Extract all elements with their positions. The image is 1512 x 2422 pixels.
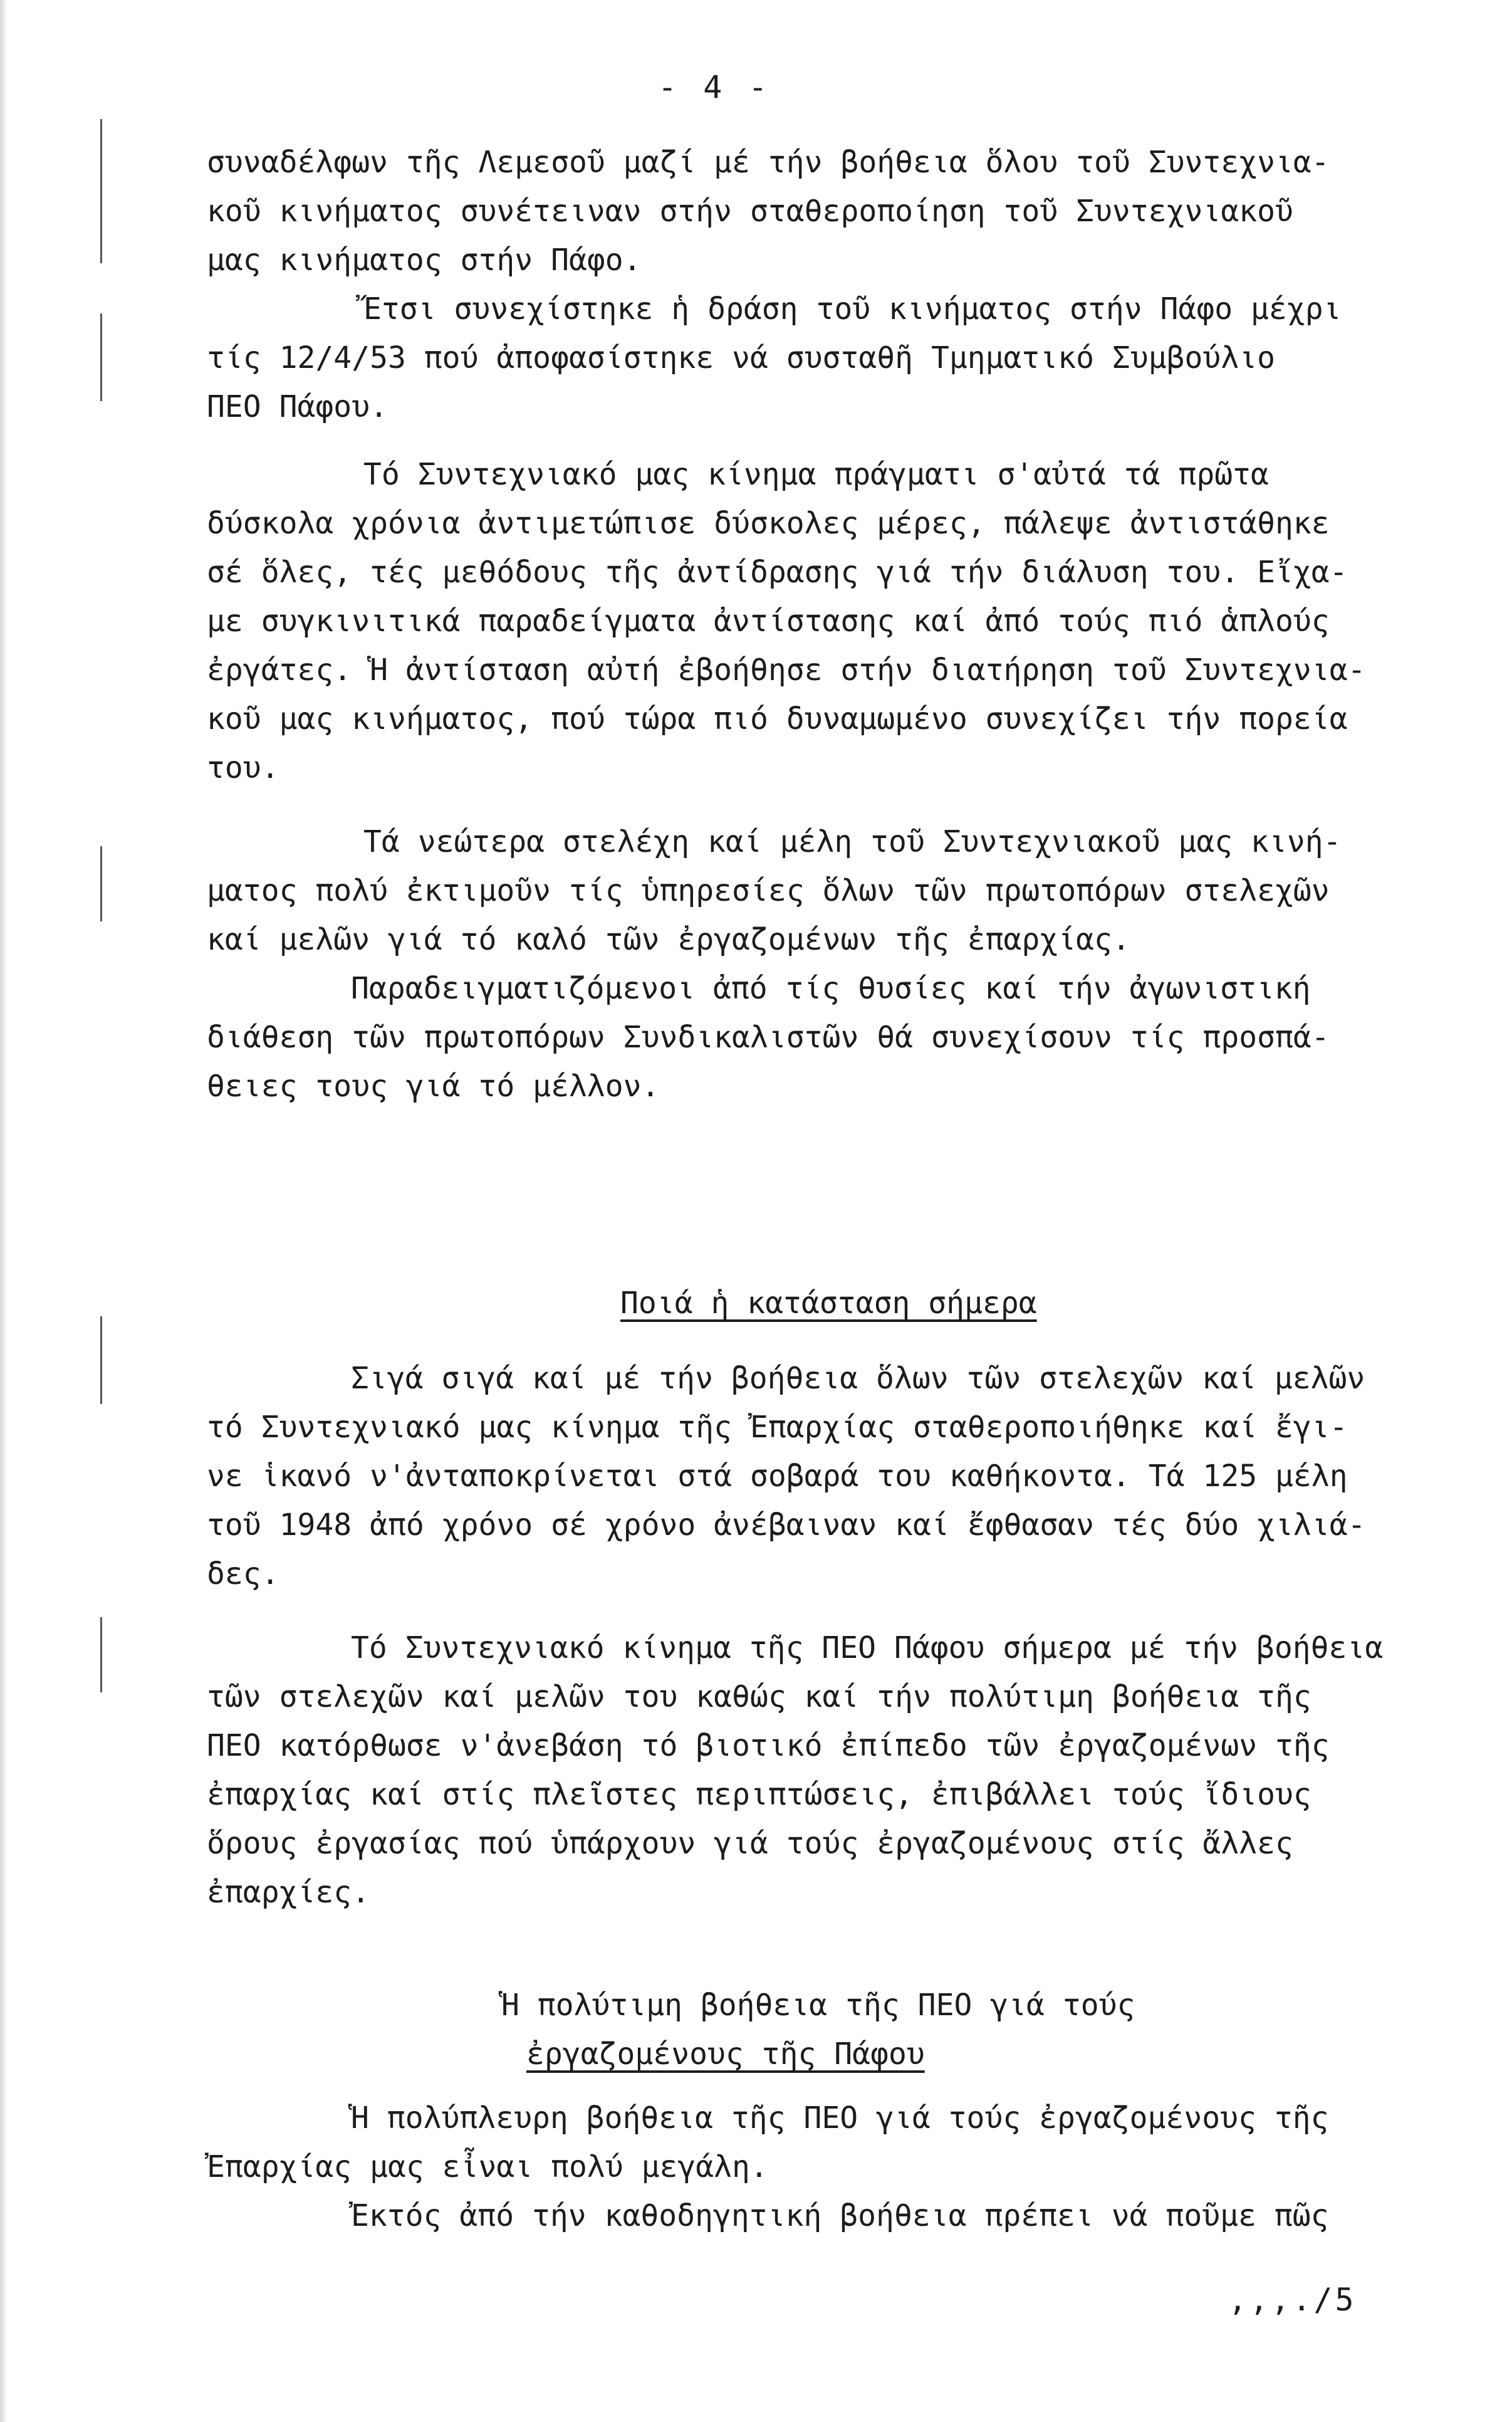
text-line: τοῦ 1948 ἀπό χρόνο σέ χρόνο ἀνέβαιναν καί ἔφθασαν τές δύο χιλιά- (207, 1507, 1366, 1543)
text-line: ΠΕΟ κατόρθωσε ν'ἀνεβάση τό βιοτικό ἐπίπεδο τῶν ἐργαζομένων τῆς (207, 1728, 1330, 1763)
section-heading-2 (501, 1981, 1135, 2079)
text-line: Τά νεώτερα στελέχη καί μέλη τοῦ Συντεχνιακοῦ μας κινή- (363, 824, 1342, 859)
scan-edge (0, 0, 8, 2422)
margin-mark (100, 846, 102, 921)
text-line: Τό Συντεχνιακό κίνημα τῆς ΠΕΟ Πάφου σήμερα μέ τήν βοήθεια (351, 1630, 1384, 1665)
text-line: σέ ὅλες, τές μεθόδους τῆς ἀντίδρασης γιά τήν διάλυση του. Εἴχα- (207, 555, 1348, 590)
text-line: ἐπαρχίες. (207, 1875, 370, 1910)
text-line: Ἐπαρχίας μας εἶναι πολύ μεγάλη. (207, 2149, 768, 2184)
heading-line: ἐργαζομένους τῆς Πάφου (526, 2037, 925, 2072)
text-line: δες. (207, 1556, 279, 1591)
text-line: ἐργάτες. Ἡ ἀντίσταση αὐτή ἐβοήθησε στήν διατήρηση τοῦ Συντεχνια- (207, 653, 1366, 688)
section-heading: Ποιά ἡ κατάσταση σήμερα (620, 1286, 1037, 1321)
paragraph-block-1 (207, 138, 1460, 1111)
text-line: τῶν στελεχῶν καί μελῶν του καθώς καί τήν πολύτιμη βοήθεια τῆς (207, 1679, 1311, 1714)
text-line: συναδέλφων τῆς Λεμεσοῦ μαζί μέ τήν βοήθεια ὅλου τοῦ Συντεχνια- (207, 145, 1330, 180)
text-line: τό Συντεχνιακό μας κίνημα τῆς Ἐπαρχίας σταθεροποιήθηκε καί ἔγι- (207, 1410, 1348, 1445)
text-line: Ἔτσι συνεχίστηκε ἡ δράση τοῦ κινήματος στήν Πάφο μέχρι (363, 291, 1342, 327)
text-line: Παραδειγματιζόμενοι ἀπό τίς θυσίες καί τήν ἀγωνιστική (351, 971, 1311, 1006)
text-line: κοῦ κινήματος συνέτειναν στήν σταθεροποίηση τοῦ Συντεχνιακοῦ (207, 194, 1293, 229)
text-line: Σιγά σιγά καί μέ τήν βοήθεια ὅλων τῶν στελεχῶν καί μελῶν (351, 1361, 1365, 1396)
text-line: ΠΕΟ Πάφου. (207, 389, 388, 424)
text-line: Ἡ πολύπλευρη βοήθεια τῆς ΠΕΟ γιά τούς ἐργαζομένους τῆς (351, 2100, 1329, 2136)
margin-mark (100, 119, 102, 263)
text-line: τίς 12/4/53 πού ἀποφασίστηκε νά συσταθῆ Τμηματικό Συμβούλιο (207, 340, 1276, 375)
paragraph-block-3 (207, 2094, 1460, 2240)
text-line: κοῦ μας κινήματος, πού τώρα πιό δυναμωμένο συνεχίζει τήν πορεία (207, 701, 1348, 737)
continuation-reference: ,,,./5 (1228, 2282, 1357, 2318)
text-line: διάθεση τῶν πρωτοπόρων Συνδικαλιστῶν θά συνεχίσουν τίς προσπά- (207, 1020, 1330, 1055)
margin-mark (100, 1617, 102, 1692)
margin-mark (100, 1316, 102, 1404)
paragraph-block-2 (207, 1354, 1460, 1917)
text-line: Ἐκτός ἀπό τήν καθοδηγητική βοήθεια πρέπει νά ποῦμε πῶς (351, 2198, 1329, 2233)
text-line: δύσκολα χρόνια ἀντιμετώπισε δύσκολες μέρες, πάλεψε ἀντιστάθηκε (207, 506, 1330, 541)
page-number: - 4 - (658, 69, 771, 105)
text-line: ἐπαρχίας καί στίς πλεῖστες περιπτώσεις, ἐπιβάλλει τούς ἴδιους (207, 1777, 1311, 1812)
text-line: με συγκινιτικά παραδείγματα ἀντίστασης καί ἀπό τούς πιό ἁπλούς (207, 604, 1330, 639)
text-line: του. (207, 750, 279, 785)
margin-mark (100, 313, 102, 401)
text-line: μας κινήματος στήν Πάφο. (207, 243, 642, 278)
text-line: θειες τους γιά τό μέλλον. (207, 1069, 660, 1104)
text-line: ματος πολύ ἐκτιμοῦν τίς ὑπηρεσίες ὅλων τῶν πρωτοπόρων στελεχῶν (207, 873, 1330, 908)
heading-line: Ἡ πολύτιμη βοήθεια τῆς ΠΕΟ γιά τούς (501, 1988, 1135, 2023)
text-line: ὅρους ἐργασίας πού ὑπάρχουν γιά τούς ἐργαζομένους στίς ἄλλες (207, 1826, 1293, 1861)
text-line: καί μελῶν γιά τό καλό τῶν ἐργαζομένων τῆς ἐπαρχίας. (207, 922, 1130, 957)
text-line: νε ἱκανό ν'ἀνταποκρίνεται στά σοβαρά του καθήκοντα. Τά 125 μέλη (207, 1459, 1348, 1494)
text-line: Τό Συντεχνιακό μας κίνημα πράγματι σ'αὐτά τά πρῶτα (363, 457, 1269, 492)
